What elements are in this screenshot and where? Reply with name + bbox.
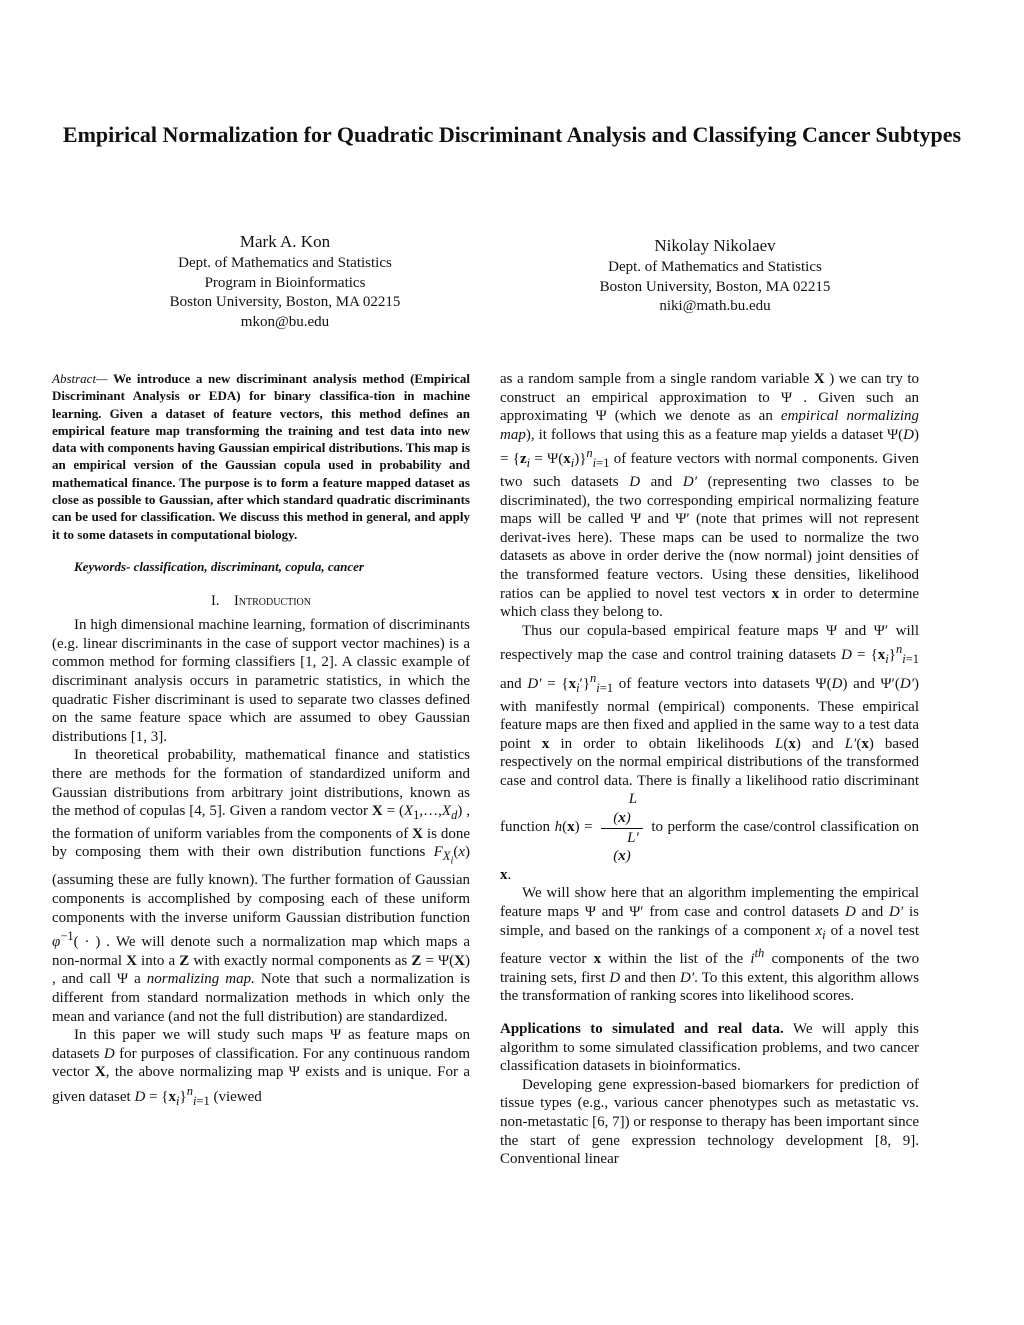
paper-title: Empirical Normalization for Quadratic Discriminant Analysis and Classifying Cancer Subtypes xyxy=(62,122,962,147)
right-paragraph-3: We will show here that an algorithm implementing the empirical feature maps Ψ and Ψ′ from case and control datasets D and D′ is simple, and based on the rankings of a component $x_i$ of a novel test feature vector x within the list of the $i^{th}$ components of the two training sets, first D and then D′. To this extent, this algorithm allows the transformation of ranking scores into likelihood scores. xyxy=(500,885,920,1005)
right-paragraph-2: Thus our copula-based empirical feature maps Ψ and Ψ′ will respectively map the case and control training datasets $D = \{x_i\}^n_{i=1}$ and $D' = \{x_i'\}^n_{i=1}$ of feature vectors into datasets Ψ(D) and Ψ′(D′) with manifestly normal (empirical) components. These empirical feature maps are then fixed and applied in the same way to a test data point x in order to obtain likelihoods L(x) and L′(x) based respectively on the normal empirical distributions of the transformed case and control data. There is finally a likelihood ratio discriminant function h(x) = L (x) L′ (x) to perform the case/control classification on x. xyxy=(500,622,920,883)
applications-paragraph: Applications to simulated and real data. We will apply this algorithm to some simulated classification problems, and two cancer classification datasets in bioinformatics. xyxy=(500,1021,919,1075)
abstract xyxy=(52,370,470,543)
author-block-nikolaev xyxy=(580,234,850,317)
intro-paragraph-1: In high dimensional machine learning, formation of discriminants (e.g. linear discriminants in the case of support vector machines) is a common method for forming classifiers [1, 2]. A classic example of discriminant analysis occurs in parametric statistics, in which the quadratic Fisher discriminant is used to separate two classes defined on the same feature space which are assumed to obey Gaussian distributions [1, 3]. xyxy=(52,617,470,745)
abstract-text: We introduce a new discriminant analysis method (Empirical Discriminant Analysis or EDA) for binary classifica-tion in machine learning. Given a dataset of feature vectors, this method defines an empirical feature map transforming the training and test data into new data with components having Gaussian empirical distributions. This map is an empirical version of the Gaussian copula used in probability and mathematical finance. The purpose is to form a feature mapped dataset as close as possible to Gaussian, after which standard quadratic discriminants can be used for classification. We discuss this method in general, and apply it to some datasets in computational biology. xyxy=(52,371,471,542)
author-name: Mark A. Kon xyxy=(239,232,331,251)
left-column xyxy=(52,370,470,1111)
author-address: Boston University, Boston, MA 02215 xyxy=(169,294,401,310)
author-email: niki@math.bu.edu xyxy=(659,298,771,314)
author-email: mkon@bu.edu xyxy=(240,313,330,330)
author-name: Nikolay Nikolaev xyxy=(654,236,776,255)
right-paragraph-1: as a random sample from a single random variable X ) we can try to construct an empirical approximation to Ψ . Given such an approximating Ψ (which we denote as an empirical normalizing map), it follows that using this as a feature map yields a dataset $\Psi(D) = \{z_i = \Psi(x_i)\}^n_{i=1}$ of feature vectors with normal components. Given two such datasets D and D′ (representing two classes to be discriminated), the two corresponding empirical normalizing feature maps will be called Ψ and Ψ′ (note that primes will not represent derivat-ives here). These maps can be used to normalize the two datasets as above in order derive the (now normal) joint densities of the transformed feature vectors. Using these densities, likelihood ratios can be applied to novel test vectors x in order to determine which class they belong to. xyxy=(500,371,920,621)
intro-paragraph-2: In theoretical probability, mathematical finance and statistics there are methods for the formation of standardized uniform and Gaussian distributions from arbitrary joint distributions, known as the method of copulas [4, 5]. Given a random vector $X = (X_1,\dots,X_d)$ , the formation of uniform variables from the components of X is done by composing them with their own distribution functions $F_{X_i}(x)$ (assuming these are fully known). The further formation of Gaussian components is accomplished by composing each of these uniform components with the inverse uniform Gaussian distribution function $\varphi^{-1}$( · ) . We will denote such a normalization map which maps a non-normal X into a Z with exactly normal components as Z = Ψ(X) , and call Ψ a normalizing map. Note that such a normalization is different from standard normalization methods in which only the mean and variance (and not the full distribution) are standardized. xyxy=(52,747,471,1025)
author-address: Boston University, Boston, MA 02215 xyxy=(599,278,831,295)
keywords: Keywords- classification, discriminant, copula, cancer xyxy=(74,558,364,574)
author-dept: Dept. of Mathematics and Statistics xyxy=(608,259,822,275)
abstract-label: Abstract— xyxy=(52,371,108,386)
right-column xyxy=(500,370,919,1169)
applications-label: Applications to simulated and real data. xyxy=(500,1021,784,1037)
author-dept: Dept. of Mathematics and Statistics xyxy=(178,255,392,271)
right-paragraph-4: Developing gene expression-based biomarkers for prediction of tissue types (e.g., various cancer phenotypes such as metastatic vs. non-metastatic [6, 7]) or response to therapy has been important since the start of gene expression technology development [8, 9]. Conventional linear xyxy=(500,1076,919,1168)
author-block-kon xyxy=(150,230,420,332)
section-heading: I. Introduction xyxy=(210,592,311,609)
intro-paragraph-3: In this paper we will study such maps Ψ as feature maps on datasets D for purposes of classification. For any continuous random vector X, the above normalizing map Ψ exists and is unique. For a given dataset $D = \{x_i\}^n_{i=1}$ (viewed xyxy=(52,1027,471,1108)
author-program: Program in Bioinformatics xyxy=(204,274,366,291)
